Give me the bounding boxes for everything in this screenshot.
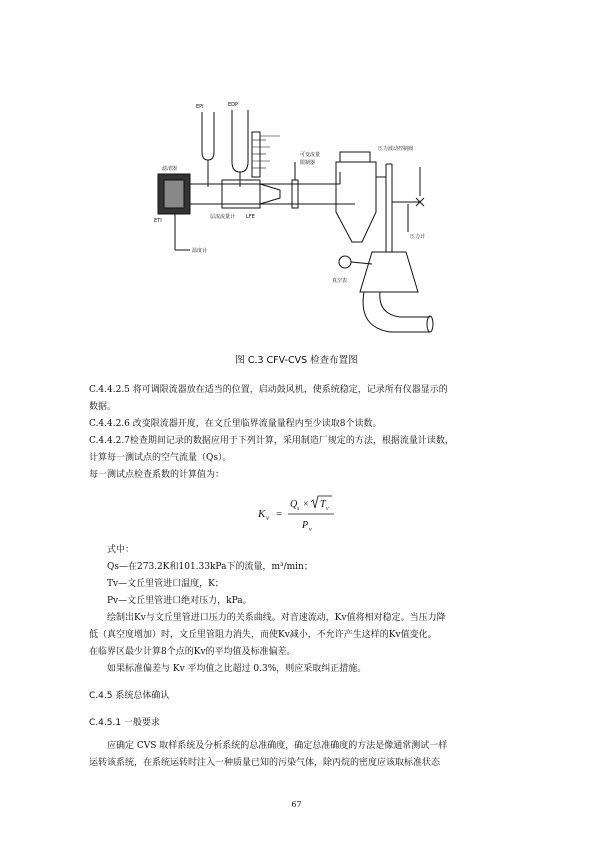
formula-q: Q (290, 499, 298, 510)
formula-svg (258, 493, 378, 533)
para-general-line1: 应确定 CVS 取样系统及分析系统的总准确度，确定总准确度的方法是像通常测试一样 (107, 741, 448, 751)
para-c44225-line2: 数据。 (89, 402, 117, 412)
diagram-svg (140, 92, 440, 342)
label-vacuum-gauge: 真空表 (332, 278, 348, 284)
epi-manometer (202, 112, 214, 160)
label-variable-flow: 可变流量 (300, 152, 321, 158)
formula-t-sub: v (326, 506, 329, 512)
formula-times: × (303, 499, 309, 510)
label-pressure-valve: 压力波动控制阀 (378, 146, 414, 152)
para-kv-line3: 在临界区最少计算8个点的Kv的平均值及标准偏差。 (89, 647, 296, 657)
label-pressure-gauge: 压力计 (410, 234, 426, 240)
formula-p-sub: v (309, 527, 312, 533)
definition-tv: Tv—文丘里管进口温度，K； (107, 579, 224, 589)
section-heading-c45: C.4.5 系统总体确认 (89, 691, 170, 701)
definition-qs: Qs—在273.2K和101.33kPa下的流量，m³/min； (107, 562, 313, 572)
blower-housing (360, 252, 418, 292)
definition-pv: Pv—文丘里管进口绝对压力，kPa。 (107, 596, 252, 606)
section-heading-c451: C.4.5.1 一般要求 (89, 718, 160, 728)
para-c44227-line2: 计算每一测试点的空气流量（Qs）。 (89, 453, 232, 463)
para-calc-intro: 每一测试点检查系数的计算值为： (89, 470, 225, 480)
label-restrictor: 限制器 (300, 160, 316, 166)
figure-caption: 图 C.3 CFV-CVS 检查布置图 (235, 355, 358, 366)
page-number: 67 (291, 800, 302, 809)
vacuum-gauge (339, 256, 351, 268)
cyclone-tank (336, 162, 376, 242)
cfv-cvs-diagram (140, 92, 440, 342)
para-c44227-line1: C.4.4.2.7检查期间记录的数据应用于下列计算，采用制造厂规定的方法，根据流量计读数， (89, 436, 454, 446)
formula-t: T (320, 499, 326, 510)
formula-k: K (258, 508, 266, 520)
para-kv-line2: 低（真空度增加）时，文丘里管阻力消失，而使Kv减小，不允许产生这样的Kv值变化。 (89, 630, 437, 640)
formula-p: P (302, 520, 309, 531)
where-label: 式中： (107, 545, 135, 555)
para-deviation: 如果标准偏差与 Kv 平均值之比超过 0.3%，则应采取纠正措施。 (107, 664, 367, 674)
para-kv-line1: 绘制出Kv与文丘里管进口压力的关系曲线。对音速流动，Kv值将相对稳定。当压力降 (107, 613, 446, 623)
para-general-line2: 运转该系统，在系统运转时注入一种质量已知的污染气体，除丙烷的密度应该取标准状态 (89, 758, 441, 768)
label-eti: ETI (154, 218, 162, 224)
formula-q-sub: s (297, 506, 300, 512)
para-c44225-line1: C.4.4.2.5 将可调限流器放在适当的位置，启动鼓风机，使系统稳定，记录所有仪器显示的 (89, 385, 448, 395)
kv-formula (258, 493, 378, 533)
label-thermometer: 温度计 (192, 248, 208, 254)
label-lfe: LFE (246, 214, 255, 220)
label-edp: EDP (228, 102, 239, 108)
label-epi: EPI (196, 104, 204, 110)
para-c44226: C.4.4.2.6 改变限流器开度，在文丘里临界流量量程内至少读取8个读数。 (89, 419, 382, 429)
label-filter: 滤清器 (162, 166, 178, 172)
label-laminar-meter: 层流流量计 (210, 214, 236, 220)
formula-eq: = (276, 508, 283, 520)
edp-manometer (232, 110, 248, 172)
formula-k-sub: v (266, 514, 270, 522)
